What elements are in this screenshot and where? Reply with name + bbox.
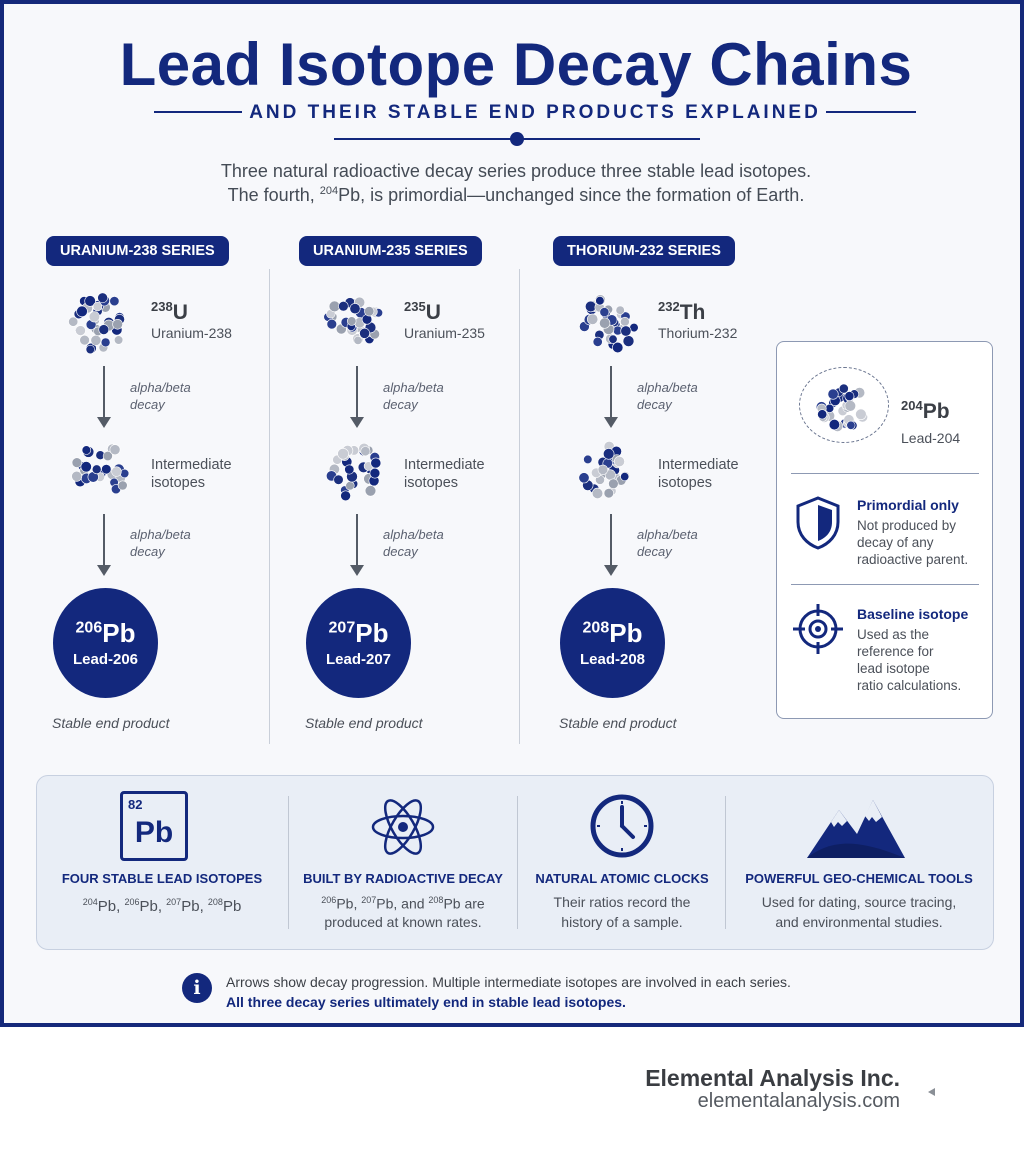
- band-divider: [517, 796, 518, 929]
- parent-symbol: [658, 299, 705, 325]
- mass-number: 232: [658, 299, 680, 314]
- decay-label: [383, 526, 444, 560]
- band-divider: [288, 796, 289, 929]
- lead-204-name: Lead-204: [901, 430, 961, 446]
- mountains-icon: [805, 796, 907, 860]
- text-line: alpha/beta: [637, 380, 698, 395]
- text-line: alpha/beta: [130, 527, 191, 542]
- element-symbol: U: [425, 301, 441, 324]
- text-line: isotopes: [151, 475, 206, 491]
- intro-text: Pb, is primordial—unchanged since the formation of Earth.: [338, 185, 805, 205]
- fact-title: FOUR STABLE LEAD ISOTOPES: [61, 871, 263, 886]
- panel-divider: [791, 584, 979, 585]
- fact-text-line: produced at known rates.: [324, 914, 482, 930]
- facts-band: [36, 775, 994, 950]
- element-symbol: Pb: [355, 618, 389, 648]
- separator: ,: [157, 898, 167, 915]
- decay-label: [637, 379, 698, 413]
- separator: ,: [199, 898, 208, 915]
- element-symbol: Pb: [376, 895, 394, 912]
- mass-number: 206: [124, 897, 140, 907]
- intro-text: The fourth,: [227, 185, 320, 205]
- mass-number: 206: [75, 619, 103, 637]
- element-symbol: Pb: [181, 898, 200, 915]
- mass-number: 238: [151, 299, 173, 314]
- subtitle-rule-right: [826, 111, 916, 113]
- element-symbol: Th: [679, 301, 706, 324]
- mass-number: 235: [404, 299, 426, 314]
- text-line: Intermediate: [658, 457, 739, 473]
- clock-icon: [589, 793, 655, 859]
- decay-arrow: [356, 514, 358, 566]
- periodic-tile-icon: [120, 791, 188, 861]
- play-icon[interactable]: [928, 1088, 935, 1096]
- parent-nucleus-icon: [571, 288, 643, 358]
- separator: ,: [353, 895, 362, 912]
- element-symbol: Pb: [102, 618, 136, 648]
- stable-lead-badge: [306, 588, 411, 698]
- parent-name: Uranium-235: [404, 325, 485, 341]
- mass-number: 208: [582, 619, 610, 637]
- stable-lead-badge: [560, 588, 665, 698]
- shield-icon: [795, 496, 841, 550]
- series-column-u238: [42, 236, 292, 756]
- fact-title: NATURAL ATOMIC CLOCKS: [535, 871, 709, 886]
- fact-text-line: Their ratios record the: [553, 894, 691, 910]
- separator: , and: [393, 895, 429, 912]
- fact-text-line: Used for dating, source tracing,: [761, 894, 957, 910]
- element-symbol: Pb: [336, 895, 354, 912]
- primordial-title: Primordial only: [857, 497, 959, 513]
- separator: are: [460, 895, 485, 912]
- parent-nucleus-icon: [317, 288, 389, 358]
- decay-arrow: [103, 514, 105, 566]
- decay-label: [130, 526, 191, 560]
- intro-line-2: [4, 185, 1024, 206]
- parent-name: Uranium-238: [151, 325, 232, 341]
- panel-divider: [791, 473, 979, 474]
- series-column-th232: [549, 236, 799, 756]
- text-line: isotopes: [658, 475, 713, 491]
- text-line: alpha/beta: [383, 380, 444, 395]
- band-divider: [725, 796, 726, 929]
- lead-symbol: [560, 618, 665, 649]
- series-label: URANIUM-238 SERIES: [46, 236, 229, 266]
- tile-symbol: Pb: [134, 816, 174, 849]
- intermediate-nucleus-icon: [322, 438, 388, 504]
- intermediate-nucleus-icon: [69, 438, 135, 504]
- mass-number: 207: [328, 619, 356, 637]
- info-icon: i: [182, 973, 212, 1003]
- mass-number: 208: [428, 895, 444, 905]
- lead-name: Lead-208: [579, 651, 646, 668]
- lead-204-nucleus-icon: [812, 377, 876, 437]
- mass-number: 206: [321, 895, 337, 905]
- baseline-text: [857, 626, 982, 694]
- mass-number: 207: [361, 895, 377, 905]
- intermediate-label: [404, 456, 485, 492]
- stable-caption: Stable end product: [305, 715, 423, 731]
- decay-arrow: [610, 366, 612, 418]
- text-line: reference for: [857, 644, 934, 659]
- text-line: ratio calculations.: [857, 678, 962, 693]
- mass-number: 204: [901, 398, 923, 413]
- element-symbol: Pb: [609, 618, 643, 648]
- lead-204-symbol: [901, 398, 950, 424]
- text-line: lead isotope: [857, 661, 930, 676]
- stable-caption: Stable end product: [52, 715, 170, 731]
- mass-number: 208: [207, 897, 223, 907]
- text-line: Not produced by: [857, 518, 957, 533]
- text-line: decay: [383, 544, 418, 559]
- lead-name: Lead-207: [325, 651, 392, 668]
- text-line: alpha/beta: [383, 527, 444, 542]
- baseline-title: Baseline isotope: [857, 606, 969, 622]
- series-label: URANIUM-235 SERIES: [299, 236, 482, 266]
- atom-icon: [370, 794, 436, 860]
- separator: ,: [116, 898, 125, 915]
- text-line: decay: [130, 397, 165, 412]
- element-symbol: Pb: [139, 898, 158, 915]
- decay-label: [383, 379, 444, 413]
- parent-symbol: [404, 299, 441, 325]
- page-title: Lead Isotope Decay Chains: [119, 31, 913, 98]
- element-symbol: Pb: [97, 898, 117, 915]
- element-symbol: U: [172, 301, 188, 324]
- decay-arrow: [610, 514, 612, 566]
- fact-text-line: [292, 890, 514, 914]
- decay-arrow: [103, 366, 105, 418]
- text-line: alpha/beta: [637, 527, 698, 542]
- series-label: THORIUM-232 SERIES: [553, 236, 735, 266]
- target-icon: [791, 602, 845, 656]
- stable-lead-badge: [53, 588, 158, 698]
- subtitle-row: [154, 102, 916, 124]
- parent-nucleus-icon: [64, 288, 136, 358]
- text-line: decay: [637, 397, 672, 412]
- element-symbol: Pb: [922, 400, 950, 423]
- company-website[interactable]: elementalanalysis.com: [697, 1090, 900, 1112]
- lead-204-panel: [776, 341, 993, 719]
- parent-symbol: [151, 299, 188, 325]
- text-line: Intermediate: [151, 457, 232, 473]
- decay-arrow: [356, 366, 358, 418]
- fact-title: POWERFUL GEO-CHEMICAL TOOLS: [745, 871, 973, 886]
- decay-label: [637, 526, 698, 560]
- atomic-number: 82: [128, 797, 143, 812]
- lead-name: Lead-206: [72, 651, 139, 668]
- text-line: Used as the: [857, 627, 930, 642]
- intro-mass-number: 204: [319, 185, 339, 197]
- text-line: isotopes: [404, 475, 459, 491]
- element-symbol: Pb: [222, 898, 242, 915]
- text-line: decay: [383, 397, 418, 412]
- text-line: Intermediate: [404, 457, 485, 473]
- element-symbol: Pb: [443, 895, 461, 912]
- note-line-2: All three decay series ultimately end in stable lead isotopes.: [226, 994, 626, 1010]
- intermediate-label: [151, 456, 232, 492]
- fact-title: BUILT BY RADIOACTIVE DECAY: [303, 871, 503, 886]
- decay-label: [130, 379, 191, 413]
- fact-isotope-list: [47, 892, 277, 917]
- primordial-text: [857, 517, 982, 568]
- intermediate-label: [658, 456, 739, 492]
- subtitle: AND THEIR STABLE END PRODUCTS EXPLAINED: [249, 102, 821, 123]
- company-name: Elemental Analysis Inc.: [645, 1065, 900, 1091]
- text-line: decay: [130, 544, 165, 559]
- parent-name: Thorium-232: [658, 325, 738, 341]
- subtitle-dot: [510, 132, 524, 146]
- mass-number: 204: [82, 897, 98, 907]
- text-line: alpha/beta: [130, 380, 191, 395]
- intro-line-1: Three natural radioactive decay series produce three stable lead isotopes.: [220, 161, 812, 181]
- text-line: decay of any: [857, 535, 934, 550]
- stable-caption: Stable end product: [559, 715, 677, 731]
- mass-number: 207: [166, 897, 182, 907]
- series-column-u235: [295, 236, 545, 756]
- text-line: decay: [637, 544, 672, 559]
- text-line: radioactive parent.: [857, 552, 969, 567]
- lead-symbol: [53, 618, 158, 649]
- fact-text-line: and environmental studies.: [775, 914, 943, 930]
- fact-text-line: history of a sample.: [561, 914, 683, 930]
- note-line-1: Arrows show decay progression. Multiple intermediate isotopes are involved in each series.: [226, 974, 791, 990]
- lead-symbol: [306, 618, 411, 649]
- intermediate-nucleus-icon: [576, 438, 642, 504]
